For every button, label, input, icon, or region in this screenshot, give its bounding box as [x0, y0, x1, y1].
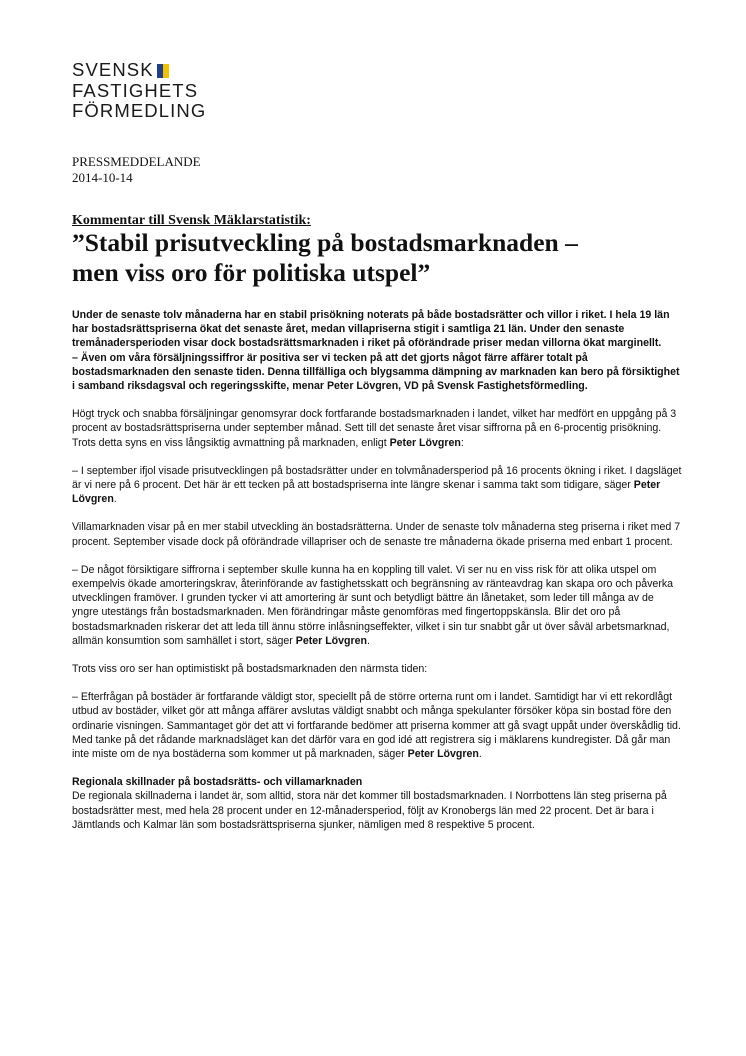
- speaker-name: Peter Lövgren: [295, 634, 367, 647]
- press-meta: [72, 154, 201, 186]
- paragraph-7: Trots viss oro ser han optimistiskt på bostadsmarknaden den närmsta tiden:: [72, 663, 428, 676]
- paragraph-9: De regionala skillnaderna i landet är, som alltid, stora när det kommer till bostadsmarknaden. I Norrbottens län steg priserna på bostadsrätter mest, med hela 28 procent under en 12-månadersperiod, följt av Kronobergs län med 22 procent. Det är bara i Jämtlands och Kalmar län som bostadsrättspriserna sjunker, nämligen med 8 respektive 5 procent.: [72, 790, 667, 831]
- swedish-flag-icon: [157, 62, 169, 76]
- headline-line-2: men viss oro för politiska utspel”: [72, 258, 431, 287]
- document-date: 2014-10-14: [72, 170, 133, 185]
- section-heading: Regionala skillnader på bostadsrätts- och villamarknaden: [72, 776, 363, 789]
- speaker-name: Peter Lövgren: [407, 748, 479, 761]
- speaker-name: Peter Lövgren: [389, 436, 461, 449]
- logo-line-3: FÖRMEDLING: [72, 100, 207, 121]
- lead-paragraph-1: Under de senaste tolv månaderna har en stabil prisökning noterats på både bostadsrätter och villor i riket. I hela 19 län har bostadsrättspriserna ökat det senaste året, medan villapriserna stigit i samtliga 21 län. Under den senaste tremånadersperioden visar dock bostadsrättsmarknaden i riket på oförändrade priser medan villorna ökat marginellt.: [72, 309, 670, 350]
- comment-label: Kommentar till Svensk Mäklarstatistik:: [72, 213, 311, 228]
- document-type: PRESSMEDDELANDE: [72, 154, 201, 169]
- paragraph-6: – De något försiktigare siffrorna i september skulle kunna ha en koppling till valet. Vi ser nu en viss risk för att olika utspel om exempelvis ökade amorteringskrav, återinförande av fastighetsskatt och begränsning av ränteavdrag kan skapa oro och påverka utvecklingen framöver. I grunden tycker vi att amortering är sunt och betydligt bättre än lånetaket, som leder till många av de yngre utestängs från bostadsmarknaden. Men förändringar måste genomföras med fingertoppskänsla. Blir det oro på bostadsmarknaden riskerar det att leda till ännu större inlåsningseffekter, vilket i sin tur snabbt går ut över såväl arbetsmarknad, allmän konsumtion som samhället i stort, säger Peter Lövgren.: [72, 563, 674, 647]
- lead-paragraph-2: – Även om våra försäljningssiffror är positiva ser vi tecken på att det gjorts något färre affärer totalt på bostadsmarknaden den senaste tiden. Denna tillfälliga och blygsamma dämpning av marknaden kan bero på försiktighet i samband riksdagsval och regeringsskifte, menar Peter Lövgren, VD på Svensk Fastighetsförmedling.: [72, 351, 680, 393]
- paragraph-8: – Efterfrågan på bostäder är fortfarande väldigt stor, speciellt på de större orterna runt om i landet. Samtidigt har vi ett rekordlågt utbud av bostäder, vilket gör att många affärer avslutas väldigt snabbt och många spekulanter försöker köpa sin bostad före den ordinarie visningen. Sammantaget gör det att vi fortfarande bedömer att priserna kommer att gå svagt uppåt under överskådlig tid. Med tanke på det rådande marknadsläget kan det därför vara en god idé att registrera sig i mäklarens kundregister. Då går man inte miste om de nya bostäderna som kommer ut på marknaden, säger Peter Lövgren.: [72, 691, 681, 761]
- headline: [72, 228, 682, 288]
- headline-line-1: ”Stabil prisutveckling på bostadsmarknaden –: [72, 228, 578, 257]
- logo-line-1: SVENSK: [72, 59, 154, 80]
- paragraph-3: Högt tryck och snabba försäljningar genomsyrar dock fortfarande bostadsmarknaden i landet, vilket har medfört en uppgång på 3 procent av bostadsrättspriserna under september månad. Sett till det senaste året visar siffrorna på en 6-procentig prisökning. Trots detta syns en viss långsiktig avmattning på marknaden, enligt Peter Lövgren:: [72, 408, 677, 449]
- paragraph-5: Villamarknaden visar på en mer stabil utveckling än bostadsrätterna. Under de senaste tolv månaderna steg priserna i riket med 7 procent. September visade dock på oförändrade villapriser och de senaste tre månaderna ökade priserna med enbart 1 procent.: [72, 521, 681, 548]
- paragraph-4: – I september ifjol visade prisutvecklingen på bostadsrätter under en tolvmånadersperiod på 16 procents ökning i riket. I dagsläget är vi nere på 6 procent. Det här är ett tecken på att bostadspriserna inte längre skenar i samma takt som tidigare, säger Peter Lövgren.: [72, 464, 682, 506]
- speaker-name: Peter Lövgren: [72, 479, 661, 506]
- article-body: [72, 308, 682, 832]
- company-logo: [72, 60, 206, 122]
- logo-line-2: FASTIGHETS: [72, 79, 199, 101]
